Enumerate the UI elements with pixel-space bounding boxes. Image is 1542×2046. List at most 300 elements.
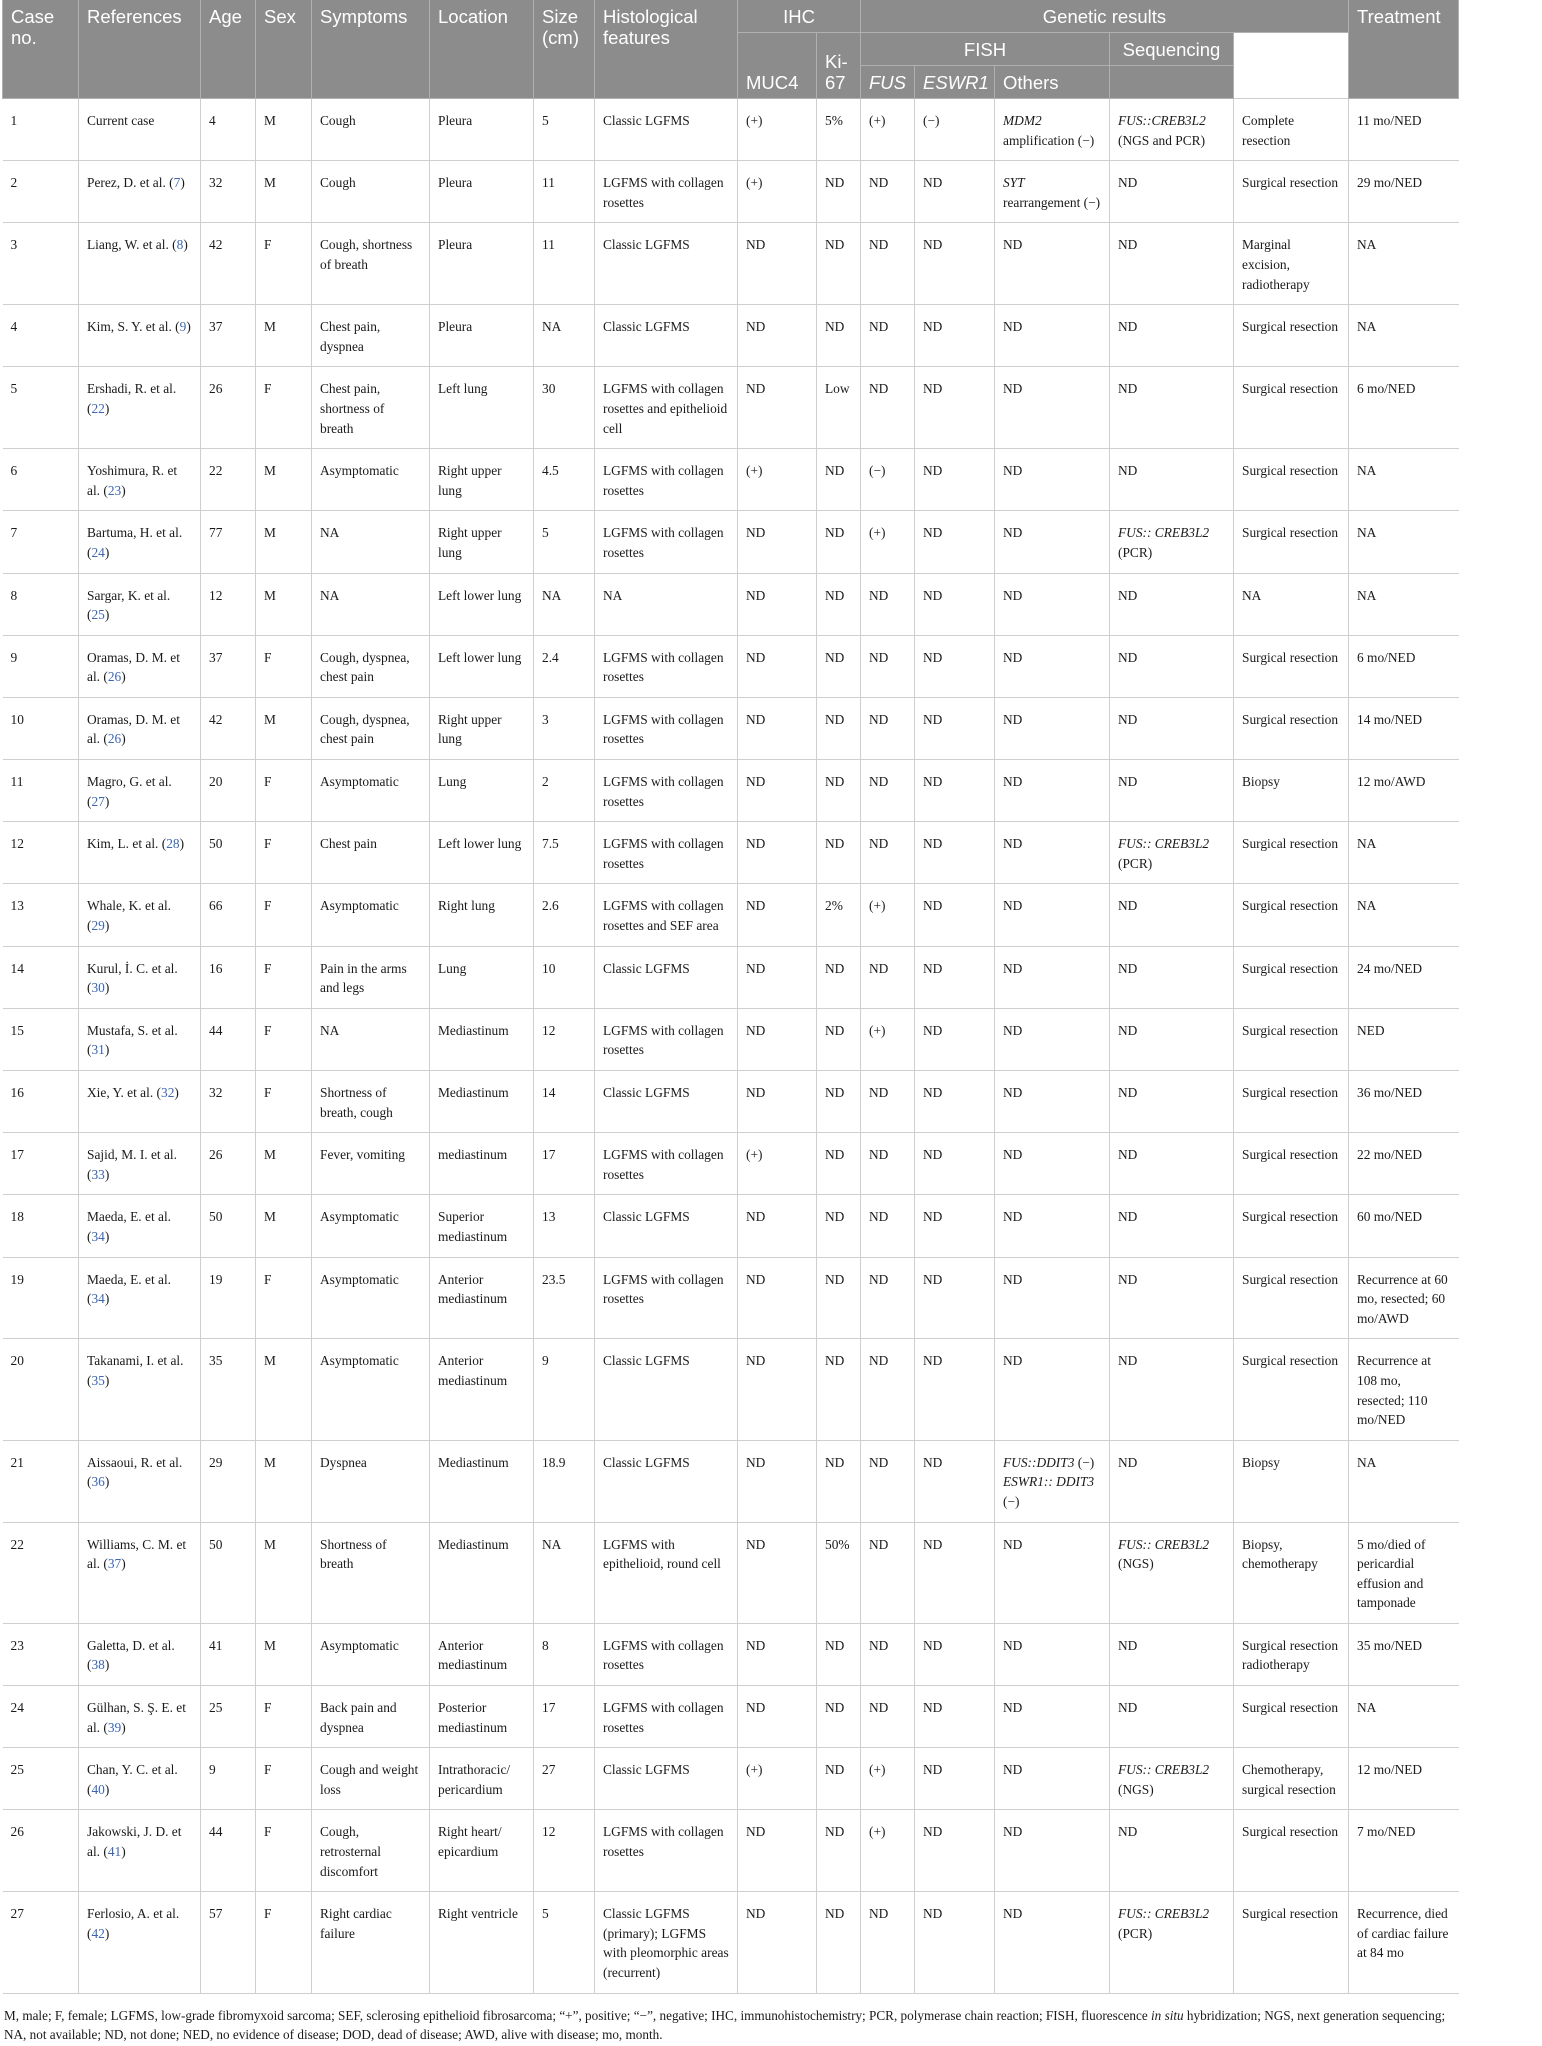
header-eswr1	[915, 66, 995, 99]
cell-case-no: 5	[3, 367, 79, 449]
sequencing-text: ND	[1118, 463, 1138, 479]
cell-eswr1: ND	[915, 1071, 995, 1133]
header-fish: FISH	[861, 33, 1110, 66]
cell-histological: LGFMS with collagen rosettes	[595, 760, 738, 822]
cell-eswr1: ND	[915, 697, 995, 759]
table-row	[3, 822, 1459, 884]
table-footnote	[4, 2006, 1456, 2044]
cell-symptoms: Chest pain, dyspnea	[312, 305, 430, 367]
citation-close: )	[121, 1719, 126, 1735]
cell-others	[995, 884, 1110, 946]
others-text: ND	[1003, 1022, 1023, 1038]
table-row	[3, 1339, 1459, 1440]
cell-others	[995, 1071, 1110, 1133]
citation-link: 42	[91, 1925, 105, 1941]
cell-outcome: Recurrence at 108 mo, resected; 110 mo/NED	[1349, 1339, 1459, 1440]
cell-eswr1: ND	[915, 573, 995, 635]
cell-sex: M	[256, 449, 312, 511]
cell-sequencing	[1110, 511, 1234, 573]
cell-sequencing	[1110, 1686, 1234, 1748]
cell-fus: (−)	[861, 449, 915, 511]
others-text: ND	[1003, 1637, 1023, 1653]
cell-outcome: 60 mo/NED	[1349, 1195, 1459, 1257]
cell-case-no: 11	[3, 760, 79, 822]
cell-sequencing	[1110, 1892, 1234, 1993]
cell-muc4: ND	[738, 1686, 817, 1748]
cell-outcome: 5 mo/died of pericardial effusion and tamponade	[1349, 1522, 1459, 1623]
sequencing-gene: FUS:: CREB3L2	[1118, 1536, 1210, 1552]
cell-others	[995, 161, 1110, 223]
sequencing-text: ND	[1118, 175, 1138, 191]
cell-eswr1: ND	[915, 1686, 995, 1748]
table-row	[3, 1686, 1459, 1748]
header-ki67: Ki-67	[817, 33, 861, 99]
table-row	[3, 697, 1459, 759]
cell-size: 30	[534, 367, 595, 449]
cell-others	[995, 1339, 1110, 1440]
cell-size: 17	[534, 1133, 595, 1195]
cell-size: 7.5	[534, 822, 595, 884]
cell-size: 17	[534, 1686, 595, 1748]
cell-sequencing	[1110, 1810, 1234, 1892]
cell-others	[995, 822, 1110, 884]
cell-sex: M	[256, 161, 312, 223]
citation-link: 24	[91, 544, 105, 560]
cell-others	[995, 1195, 1110, 1257]
cell-muc4: ND	[738, 822, 817, 884]
cell-histological: LGFMS with collagen rosettes and epithelioid cell	[595, 367, 738, 449]
cell-eswr1: (−)	[915, 99, 995, 161]
others-text: ND	[1003, 960, 1023, 976]
reference-text: Kim, L. et al. (	[87, 836, 167, 852]
cell-ki67: ND	[817, 946, 861, 1008]
cell-size: NA	[534, 573, 595, 635]
cell-fus: ND	[861, 760, 915, 822]
cell-ki67: ND	[817, 1440, 861, 1522]
citation-close: )	[104, 1166, 110, 1182]
sequencing-text: ND	[1118, 1271, 1138, 1287]
cell-case-no: 6	[3, 449, 79, 511]
citation-close: )	[104, 1925, 110, 1941]
cell-sequencing	[1110, 573, 1234, 635]
others-text: ND	[1003, 898, 1023, 914]
cell-fus: ND	[861, 223, 915, 305]
cell-eswr1: ND	[915, 161, 995, 223]
citation-link: 41	[107, 1844, 122, 1860]
cell-sequencing	[1110, 99, 1234, 161]
sequencing-text: ND	[1118, 1824, 1138, 1840]
citation-link: 22	[91, 400, 105, 416]
header-treatment: Treatment	[1349, 0, 1459, 99]
reference-text: Galetta, D. et al. (	[87, 1637, 175, 1673]
cell-muc4: ND	[738, 697, 817, 759]
cell-outcome: NA	[1349, 1686, 1459, 1748]
cell-muc4: (+)	[738, 1748, 817, 1810]
cell-outcome: NA	[1349, 449, 1459, 511]
cell-sequencing	[1110, 1195, 1234, 1257]
table-row	[3, 1195, 1459, 1257]
cell-size: 4.5	[534, 449, 595, 511]
cell-ki67: ND	[817, 1071, 861, 1133]
cell-reference	[79, 884, 201, 946]
cell-treatment: Biopsy, chemotherapy	[1234, 1522, 1349, 1623]
citation-link: 38	[91, 1657, 105, 1673]
citation-close: )	[104, 1657, 110, 1673]
others-gene: MDM2	[1003, 113, 1042, 128]
cell-eswr1: ND	[915, 511, 995, 573]
cell-muc4: ND	[738, 305, 817, 367]
cell-symptoms: Cough and weight loss	[312, 1748, 430, 1810]
reference-text: Chan, Y. C. et al. (	[87, 1762, 178, 1797]
citation-link: 27	[91, 793, 105, 809]
cell-treatment: Surgical resection	[1234, 1133, 1349, 1195]
cell-muc4: ND	[738, 1440, 817, 1522]
cell-treatment: Surgical resection	[1234, 1071, 1349, 1133]
cell-outcome: NA	[1349, 1440, 1459, 1522]
cell-location: Anterior mediastinum	[430, 1257, 534, 1339]
header-ihc: IHC	[738, 0, 861, 33]
cell-others	[995, 1810, 1110, 1892]
table-row	[3, 161, 1459, 223]
cell-sequencing	[1110, 1339, 1234, 1440]
cell-sequencing	[1110, 1623, 1234, 1685]
others-gene: FUS::DDIT3	[1003, 1454, 1075, 1470]
cell-symptoms: Asymptomatic	[312, 1195, 430, 1257]
sequencing-text: (PCR)	[1118, 1925, 1153, 1941]
citation-close: )	[104, 1042, 110, 1058]
sequencing-text: ND	[1118, 898, 1138, 914]
cell-muc4: ND	[738, 367, 817, 449]
sequencing-text: ND	[1118, 960, 1138, 976]
cell-eswr1: ND	[915, 946, 995, 1008]
cell-size: 14	[534, 1071, 595, 1133]
cell-location: Right upper lung	[430, 697, 534, 759]
cell-age: 20	[201, 760, 256, 822]
sequencing-text: ND	[1118, 587, 1138, 603]
cell-outcome: 6 mo/NED	[1349, 635, 1459, 697]
cell-histological: LGFMS with collagen rosettes	[595, 635, 738, 697]
cell-case-no: 23	[3, 1623, 79, 1685]
table-row	[3, 635, 1459, 697]
others-text: ND	[1003, 1824, 1023, 1840]
cell-treatment: NA	[1234, 573, 1349, 635]
cell-others	[995, 99, 1110, 161]
cell-age: 32	[201, 1071, 256, 1133]
cell-case-no: 3	[3, 223, 79, 305]
others-text: ND	[1003, 587, 1023, 603]
cell-fus: ND	[861, 1195, 915, 1257]
cell-muc4: ND	[738, 1522, 817, 1623]
sequencing-text: ND	[1118, 1085, 1138, 1100]
cell-size: 9	[534, 1339, 595, 1440]
cell-histological: NA	[595, 573, 738, 635]
cell-size: 13	[534, 1195, 595, 1257]
header-histological: Histological features	[595, 0, 738, 99]
cell-case-no: 13	[3, 884, 79, 946]
cell-fus: (+)	[861, 884, 915, 946]
cell-histological: Classic LGFMS	[595, 946, 738, 1008]
cell-location: Lung	[430, 760, 534, 822]
cell-symptoms: Pain in the arms and legs	[312, 946, 430, 1008]
citation-link: 25	[91, 607, 105, 623]
cell-symptoms: NA	[312, 1008, 430, 1070]
cell-eswr1: ND	[915, 1195, 995, 1257]
cell-outcome: Recurrence at 60 mo, resected; 60 mo/AWD	[1349, 1257, 1459, 1339]
cell-sex: M	[256, 511, 312, 573]
cell-others	[995, 223, 1110, 305]
cell-location: Pleura	[430, 99, 534, 161]
citation-close: )	[174, 1085, 179, 1100]
header-references: References	[79, 0, 201, 99]
cell-histological: Classic LGFMS	[595, 1440, 738, 1522]
reference-text: Bartuma, H. et al. (	[87, 525, 183, 560]
footnote-text-1: M, male; F, female; LGFMS, low-grade fibromyxoid sarcoma; SEF, sclerosing epithelioid fibrosarcoma; “+”, positive; “−”, negative; IHC, immunohistochemistry; PCR, polymerase chain reaction; FISH, fluorescence	[4, 2007, 1152, 2023]
reference-text: Yoshimura, R. et al. (	[87, 463, 178, 498]
header-age: Age	[201, 0, 256, 99]
cell-eswr1: ND	[915, 822, 995, 884]
cell-fus: (+)	[861, 511, 915, 573]
others-text: ND	[1003, 237, 1023, 253]
reference-text: Mustafa, S. et al. (	[87, 1022, 178, 1058]
cell-location: Anterior mediastinum	[430, 1339, 534, 1440]
cell-fus: ND	[861, 1686, 915, 1748]
cell-ki67: ND	[817, 1133, 861, 1195]
cell-ki67: ND	[817, 573, 861, 635]
cell-ki67: ND	[817, 1748, 861, 1810]
cell-location: Mediastinum	[430, 1522, 534, 1623]
reference-text: Whale, K. et al. (	[87, 898, 172, 934]
cell-fus: ND	[861, 1440, 915, 1522]
cell-sex: F	[256, 223, 312, 305]
cell-sex: F	[256, 1008, 312, 1070]
reference-text: Maeda, E. et al. (	[87, 1271, 172, 1307]
cell-age: 66	[201, 884, 256, 946]
cell-case-no: 9	[3, 635, 79, 697]
cell-fus: ND	[861, 161, 915, 223]
cell-eswr1: ND	[915, 449, 995, 511]
cell-muc4: ND	[738, 1071, 817, 1133]
sequencing-text: ND	[1118, 1353, 1138, 1369]
cell-location: Mediastinum	[430, 1008, 534, 1070]
reference-text: Current case	[87, 113, 155, 128]
cell-location: Right upper lung	[430, 511, 534, 573]
cell-sex: F	[256, 822, 312, 884]
cell-sequencing	[1110, 946, 1234, 1008]
cell-age: 19	[201, 1257, 256, 1339]
cell-symptoms: Asymptomatic	[312, 1623, 430, 1685]
table-row	[3, 305, 1459, 367]
citation-close: )	[104, 1228, 110, 1244]
cell-symptoms: Cough, dyspnea, chest pain	[312, 635, 430, 697]
cell-fus: ND	[861, 1133, 915, 1195]
cell-age: 26	[201, 367, 256, 449]
cell-ki67: ND	[817, 1892, 861, 1993]
cell-reference	[79, 223, 201, 305]
cell-age: 12	[201, 573, 256, 635]
cell-treatment: Complete resection	[1234, 99, 1349, 161]
others-text: ND	[1003, 1147, 1023, 1163]
reference-text: Takanami, I. et al. (	[87, 1353, 184, 1388]
citation-link: 8	[176, 237, 184, 253]
cell-size: 2	[534, 760, 595, 822]
cell-histological: Classic LGFMS	[595, 99, 738, 161]
citation-link: 23	[107, 482, 122, 498]
reference-text: Xie, Y. et al. (	[87, 1085, 162, 1100]
cell-ki67: ND	[817, 760, 861, 822]
cell-sex: F	[256, 1810, 312, 1892]
cell-sex: M	[256, 1522, 312, 1623]
cell-ki67: ND	[817, 635, 861, 697]
footnote-text-2: hybridization; NGS, next generation sequencing; NA, not available; ND, not done; NED, no evidence of disease; DOD, dead of disease; AWD, alive with disease; mo, month.	[4, 2007, 1446, 2042]
cell-outcome: 36 mo/NED	[1349, 1071, 1459, 1133]
cell-outcome: 7 mo/NED	[1349, 1810, 1459, 1892]
cell-histological: Classic LGFMS	[595, 1748, 738, 1810]
table-row	[3, 760, 1459, 822]
header-sequencing-blank	[1110, 66, 1234, 99]
reference-text: Kim, S. Y. et al. (	[87, 319, 180, 335]
cell-size: 23.5	[534, 1257, 595, 1339]
cell-others	[995, 1623, 1110, 1685]
citation-link: 30	[91, 980, 105, 996]
cell-reference	[79, 573, 201, 635]
cell-sequencing	[1110, 305, 1234, 367]
citation-close: )	[121, 482, 126, 498]
cell-sequencing	[1110, 1133, 1234, 1195]
cell-reference	[79, 449, 201, 511]
cell-histological: Classic LGFMS	[595, 223, 738, 305]
table-row	[3, 884, 1459, 946]
cell-muc4: (+)	[738, 449, 817, 511]
cell-sex: M	[256, 305, 312, 367]
cell-sex: M	[256, 1440, 312, 1522]
citation-close: )	[121, 1556, 126, 1572]
table-row	[3, 223, 1459, 305]
cell-sequencing	[1110, 884, 1234, 946]
cell-age: 35	[201, 1339, 256, 1440]
cell-treatment: Surgical resection	[1234, 161, 1349, 223]
cell-symptoms: Chest pain	[312, 822, 430, 884]
reference-text: Oramas, D. M. et al. (	[87, 711, 180, 747]
cell-ki67: ND	[817, 305, 861, 367]
citation-link: 34	[91, 1291, 105, 1307]
cell-age: 44	[201, 1008, 256, 1070]
sequencing-text: ND	[1118, 1147, 1138, 1163]
cell-histological: LGFMS with collagen rosettes	[595, 1810, 738, 1892]
cell-symptoms: Cough	[312, 161, 430, 223]
cell-case-no: 1	[3, 99, 79, 161]
cell-treatment: Biopsy	[1234, 1440, 1349, 1522]
citation-link: 36	[91, 1474, 105, 1490]
reference-text: Jakowski, J. D. et al. (	[87, 1824, 182, 1860]
sequencing-text: ND	[1118, 319, 1138, 335]
cell-reference	[79, 1686, 201, 1748]
others-text: amplification (−)	[1003, 132, 1095, 148]
cell-histological: LGFMS with collagen rosettes	[595, 697, 738, 759]
cell-treatment: Surgical resection	[1234, 305, 1349, 367]
cell-age: 41	[201, 1623, 256, 1685]
cell-reference	[79, 1195, 201, 1257]
cell-reference	[79, 99, 201, 161]
cell-outcome: 22 mo/NED	[1349, 1133, 1459, 1195]
cell-muc4: (+)	[738, 161, 817, 223]
sequencing-text: ND	[1118, 649, 1138, 665]
cell-symptoms: Asymptomatic	[312, 760, 430, 822]
cell-others	[995, 1686, 1110, 1748]
others-text: ND	[1003, 774, 1023, 790]
cell-histological: Classic LGFMS	[595, 1339, 738, 1440]
reference-text: Magro, G. et al. (	[87, 774, 172, 809]
cell-fus: ND	[861, 635, 915, 697]
cell-treatment: Chemotherapy, surgical resection	[1234, 1748, 1349, 1810]
table-row	[3, 1810, 1459, 1892]
cell-size: 18.9	[534, 1440, 595, 1522]
table-row	[3, 367, 1459, 449]
cell-treatment: Surgical resection radiotherapy	[1234, 1623, 1349, 1685]
others-text: ND	[1003, 319, 1023, 335]
cell-location: Anterior mediastinum	[430, 1623, 534, 1685]
citation-link: 39	[107, 1719, 122, 1735]
cell-size: 27	[534, 1748, 595, 1810]
others-gene-2: ESWR1:: DDIT3	[1003, 1474, 1095, 1490]
cell-ki67: ND	[817, 1339, 861, 1440]
cell-ki67: 2%	[817, 884, 861, 946]
cell-case-no: 16	[3, 1071, 79, 1133]
sequencing-text: (NGS)	[1118, 1781, 1154, 1797]
cell-fus: ND	[861, 1892, 915, 1993]
citation-close: )	[104, 793, 110, 809]
cell-sex: M	[256, 1623, 312, 1685]
cell-reference	[79, 305, 201, 367]
reference-text: Ershadi, R. et al. (	[87, 381, 177, 416]
cell-sex: F	[256, 946, 312, 1008]
cell-outcome: NA	[1349, 884, 1459, 946]
cell-treatment: Surgical resection	[1234, 449, 1349, 511]
others-text-2: (−)	[1003, 1493, 1020, 1509]
cell-sex: M	[256, 573, 312, 635]
cell-symptoms: Right cardiac failure	[312, 1892, 430, 1993]
cell-sex: M	[256, 1133, 312, 1195]
cell-location: Left lower lung	[430, 822, 534, 884]
cell-symptoms: Asymptomatic	[312, 1257, 430, 1339]
cell-ki67: 50%	[817, 1522, 861, 1623]
cell-treatment: Surgical resection	[1234, 1686, 1349, 1748]
cell-histological: LGFMS with collagen rosettes	[595, 1686, 738, 1748]
cell-sex: F	[256, 367, 312, 449]
cell-symptoms: Cough, shortness of breath	[312, 223, 430, 305]
cell-sex: M	[256, 1339, 312, 1440]
sequencing-text: (NGS and PCR)	[1118, 132, 1206, 148]
cell-treatment: Biopsy	[1234, 760, 1349, 822]
cell-sex: F	[256, 760, 312, 822]
cell-treatment: Surgical resection	[1234, 1195, 1349, 1257]
reference-text: Maeda, E. et al. (	[87, 1209, 172, 1244]
sequencing-text: (PCR)	[1118, 855, 1153, 871]
cell-ki67: ND	[817, 1195, 861, 1257]
table-row	[3, 1071, 1459, 1133]
sequencing-text: ND	[1118, 1700, 1138, 1716]
cell-fus: (+)	[861, 1008, 915, 1070]
cell-outcome: NA	[1349, 573, 1459, 635]
cell-location: mediastinum	[430, 1133, 534, 1195]
citation-link: 28	[166, 836, 180, 852]
citation-close: )	[104, 544, 110, 560]
citation-close: )	[186, 319, 191, 335]
table-row	[3, 1257, 1459, 1339]
cell-fus: ND	[861, 305, 915, 367]
cell-case-no: 21	[3, 1440, 79, 1522]
cell-histological: LGFMS with collagen rosettes	[595, 161, 738, 223]
reference-text: Oramas, D. M. et al. (	[87, 649, 180, 685]
